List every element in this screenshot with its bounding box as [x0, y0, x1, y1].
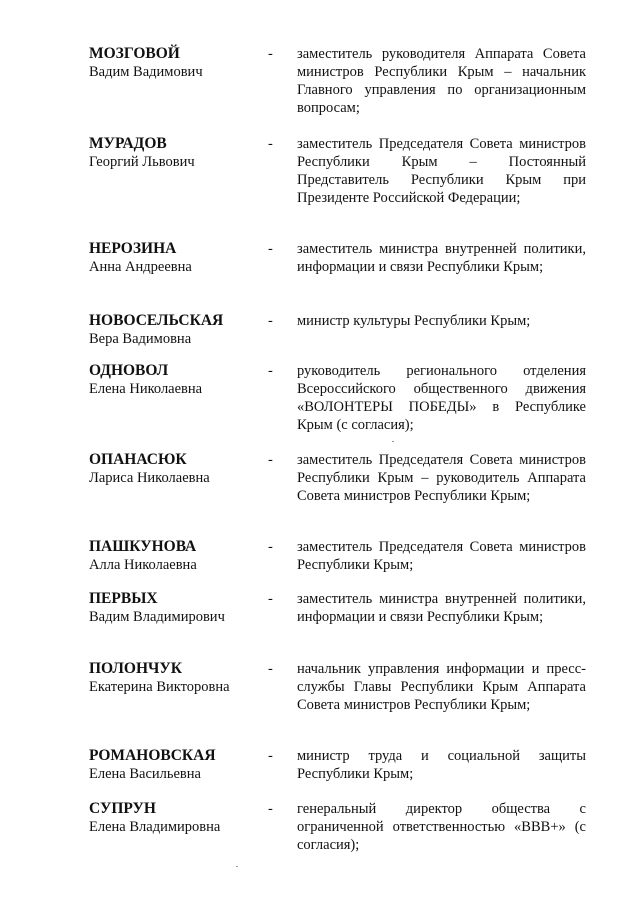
position-description: начальник управления информации и пресс-службы Главы Республики Крым Аппарата Совета министров Республики Крым; [297, 661, 586, 713]
surname: ПАШКУНОВА [89, 538, 197, 555]
dash-separator: - [268, 539, 273, 555]
position-description: заместитель министра внутренней политики, информации и связи Республики Крым; [297, 591, 586, 625]
surname: ОДНОВОЛ [89, 362, 169, 379]
given-names: Екатерина Викторовна [89, 679, 230, 695]
surname: НЕРОЗИНА [89, 240, 177, 257]
person-name [89, 451, 269, 487]
position-description: руководитель регионального отделения Всероссийского общественного движения «ВОЛОНТЕРЫ ПОБЕДЫ» в Республике Крым (с согласия); [297, 363, 586, 433]
position-description: заместитель Председателя Совета министров Республики Крым; [297, 539, 586, 573]
dash-separator: - [268, 313, 273, 329]
person-name [89, 312, 269, 348]
given-names: Георгий Львович [89, 154, 195, 170]
surname: РОМАНОВСКАЯ [89, 747, 216, 764]
position-description: заместитель министра внутренней политики, информации и связи Республики Крым; [297, 241, 586, 275]
dash-separator: - [268, 363, 273, 379]
dash-separator: - [268, 46, 273, 62]
person-name [89, 240, 269, 276]
given-names: Алла Николаевна [89, 557, 197, 573]
person-name [89, 660, 269, 696]
dash-separator: - [268, 801, 273, 817]
dash-separator: - [268, 591, 273, 607]
given-names: Вадим Вадимович [89, 64, 203, 80]
surname: МУРАДОВ [89, 135, 167, 152]
position-description: министр культуры Республики Крым; [297, 313, 531, 329]
surname: СУПРУН [89, 800, 156, 817]
dash-separator: - [268, 241, 273, 257]
given-names: Елена Владимировна [89, 819, 221, 835]
person-name [89, 45, 269, 81]
given-names: Елена Николаевна [89, 381, 203, 397]
surname: ОПАНАСЮК [89, 451, 187, 468]
position-description: генеральный директор общества с ограниченной ответственностью «ВВВ+» (с согласия); [297, 801, 586, 853]
person-name [89, 747, 269, 783]
dash-separator: - [268, 452, 273, 468]
person-name [89, 135, 269, 171]
position-description: министр труда и социальной защиты Республики Крым; [297, 748, 586, 782]
given-names: Вадим Владимирович [89, 609, 225, 625]
person-name [89, 590, 269, 626]
surname: ПЕРВЫХ [89, 590, 158, 607]
position-description: заместитель Председателя Совета министров Республики Крым – руководитель Аппарата Совета министров Республики Крым; [297, 452, 586, 504]
surname: НОВОСЕЛЬСКАЯ [89, 312, 224, 329]
given-names: Лариса Николаевна [89, 470, 210, 486]
scan-speck [236, 866, 238, 867]
given-names: Елена Васильевна [89, 766, 201, 782]
dash-separator: - [268, 748, 273, 764]
position-description: заместитель руководителя Аппарата Совета министров Республики Крым – начальник Главного управления по организационным вопросам; [297, 46, 586, 116]
person-name [89, 538, 269, 574]
surname: ПОЛОНЧУК [89, 660, 182, 677]
surname: МОЗГОВОЙ [89, 45, 180, 62]
person-name [89, 362, 269, 398]
person-name [89, 800, 269, 836]
position-description: заместитель Председателя Совета министров Республики Крым – Постоянный Представитель Республики Крым при Президенте Российской Федерации; [297, 136, 586, 206]
scan-speck [392, 441, 394, 442]
dash-separator: - [268, 136, 273, 152]
dash-separator: - [268, 661, 273, 677]
given-names: Анна Андреевна [89, 259, 192, 275]
given-names: Вера Вадимовна [89, 331, 192, 347]
